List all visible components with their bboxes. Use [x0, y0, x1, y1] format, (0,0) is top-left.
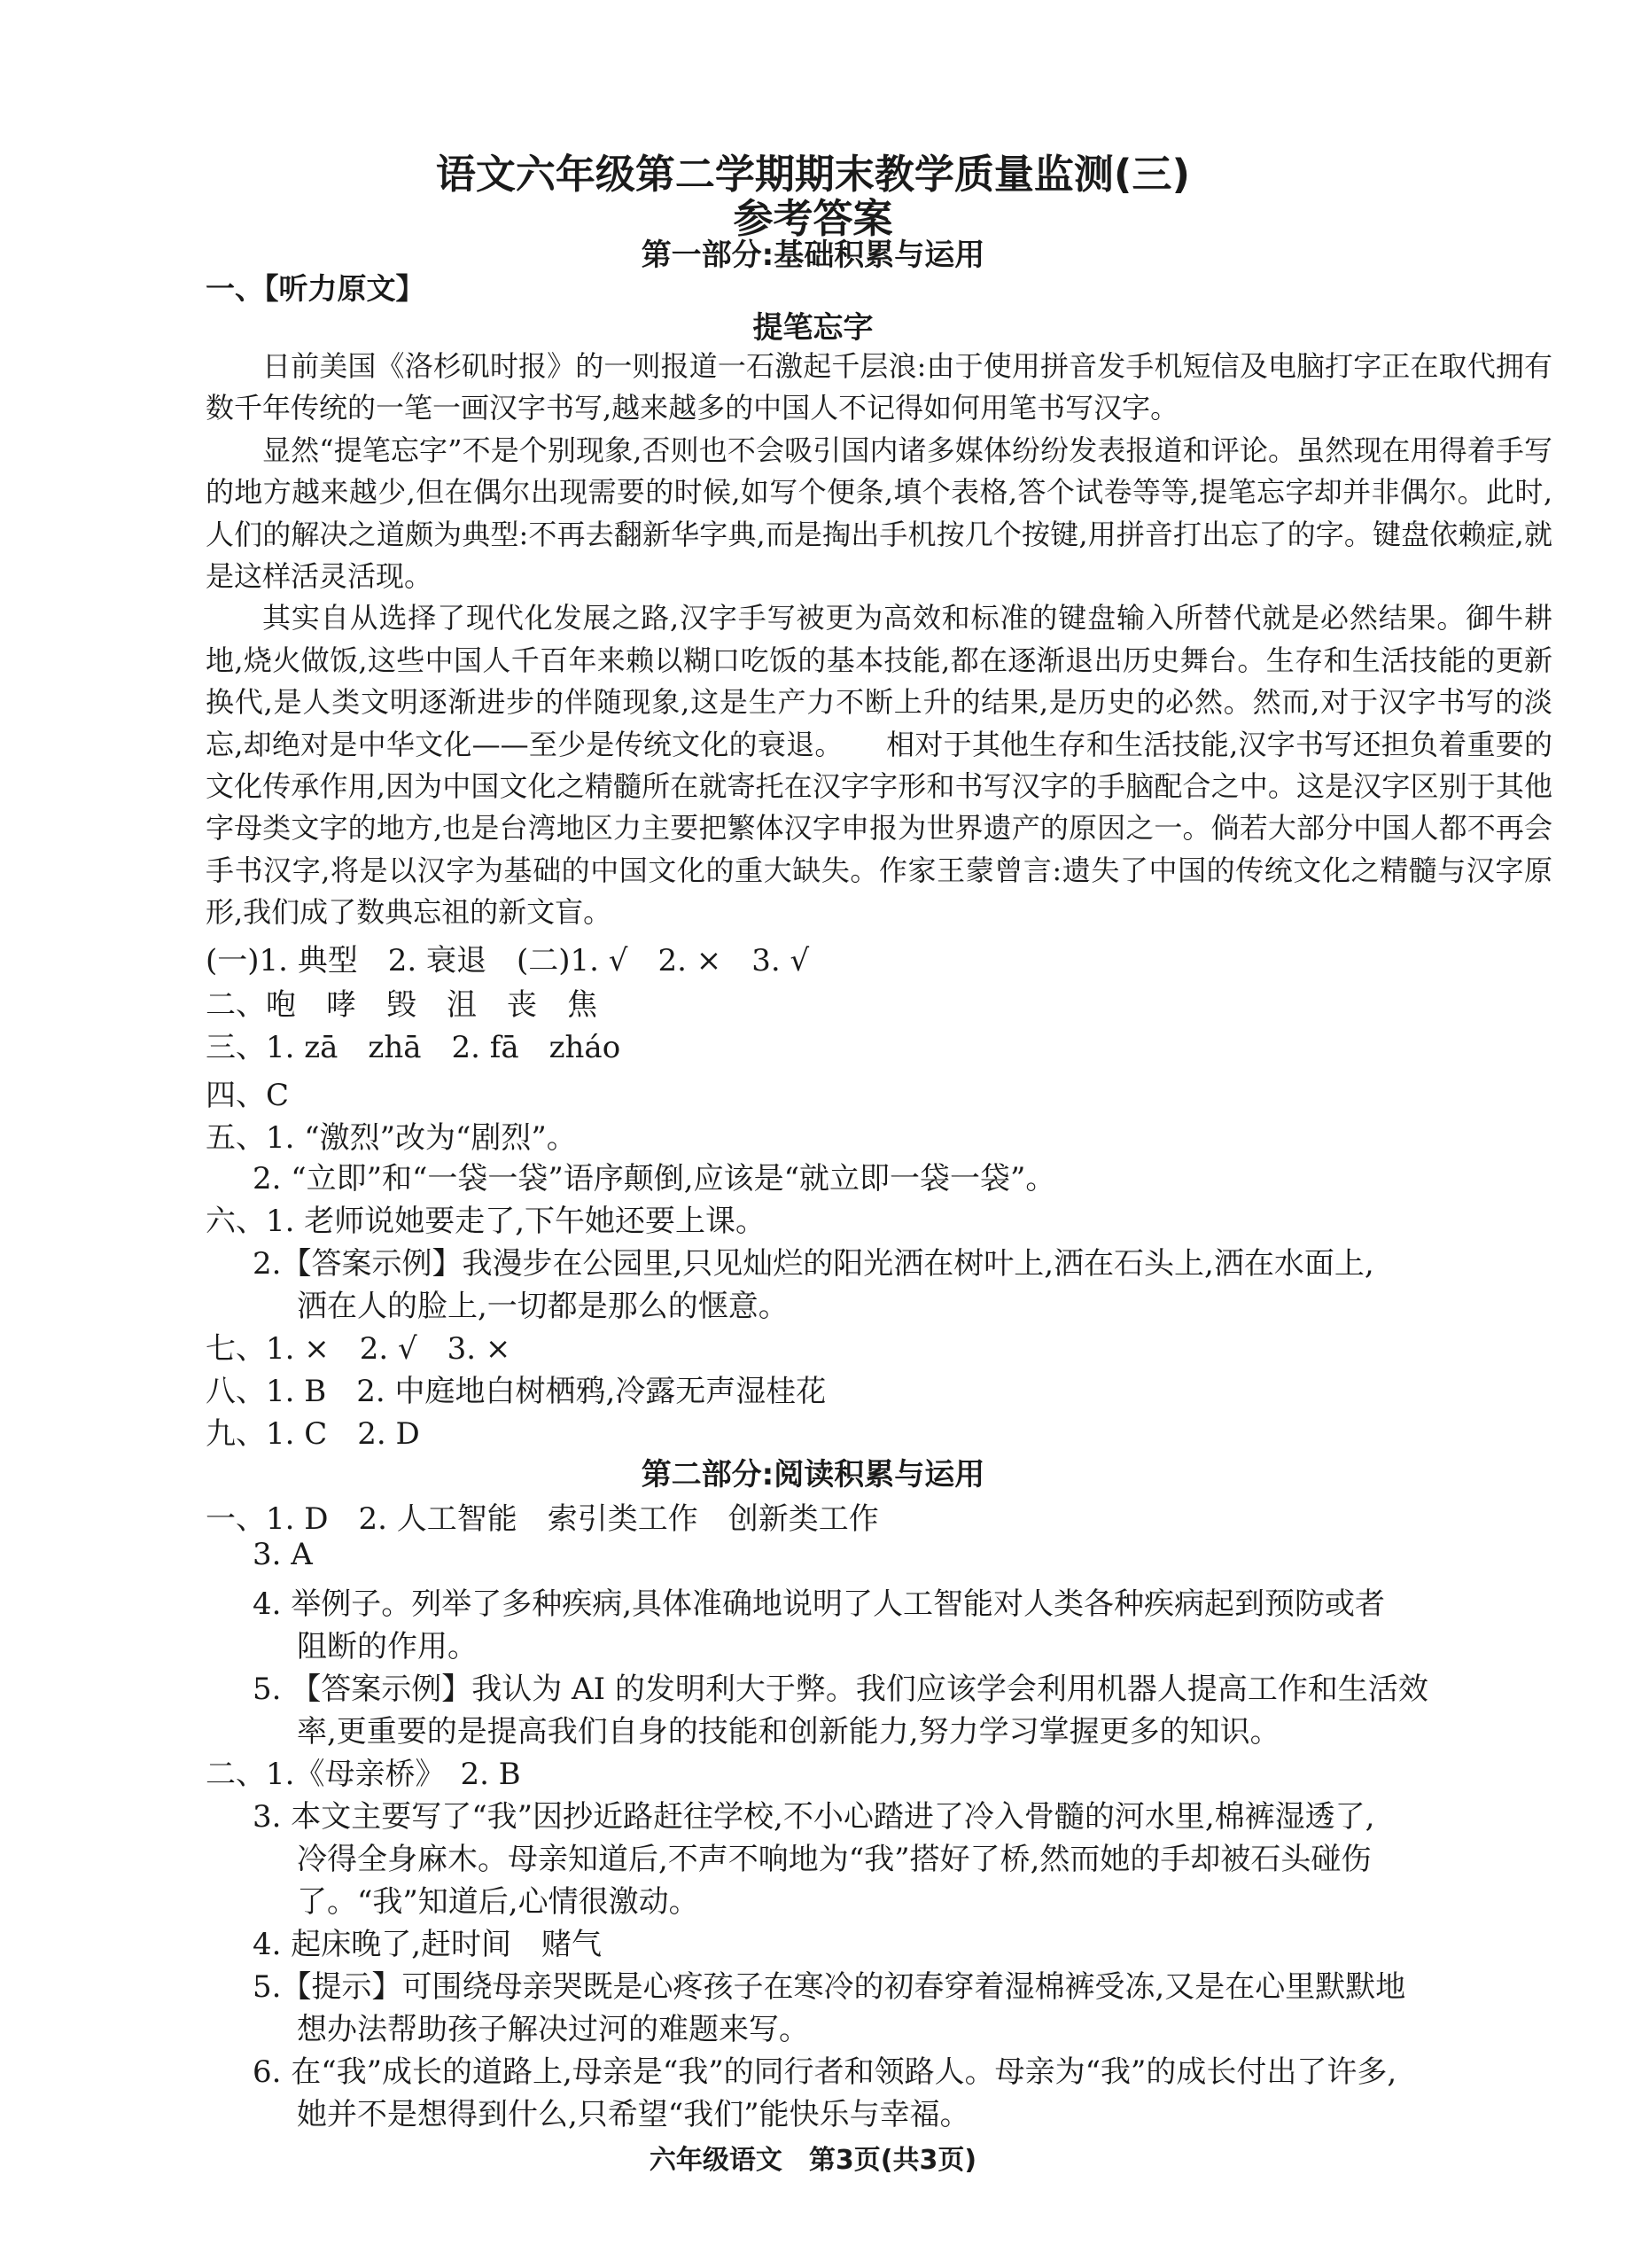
answer-line: 3. A	[253, 1537, 313, 1572]
answer-line: 她并不是想得到什么,只希望“我们”能快乐与幸福。	[297, 2097, 970, 2132]
answer-line: (一)1. 典型 2. 衰退 (二)1. √ 2. × 3. √	[206, 943, 810, 978]
answer-line: 阻断的作用。	[297, 1629, 478, 1664]
listening-label: 一、【听力原文】	[206, 271, 425, 306]
answer-line: 冷得全身麻木。母亲知道后,不声不响地为“我”搭好了桥,然而她的手却被石头碰伤	[297, 1842, 1372, 1877]
document-title: 语文六年级第二学期期末教学质量监测(三)	[435, 151, 1191, 198]
answer-line: 6. 在“我”成长的道路上,母亲是“我”的同行者和领路人。母亲为“我”的成长付出了许多,	[253, 2054, 1397, 2090]
answer-line: 5.【提示】可围绕母亲哭既是心疼孩子在寒冷的初春穿着湿棉裤受冻,又是在心里默默地	[253, 1969, 1406, 2005]
story-paragraph: 显然“提笔忘字”不是个别现象,否则也不会吸引国内诸多媒体纷纷发表报道和评论。虽然现在用得着手写的地方越来越少,但在偶尔出现需要的时候,如写个便条,填个表格,答个试卷等等,提笔忘字却并非偶尔。此时,人们的解决之道颇为典型:不再去翻新华字典,而是掏出手机按几个按键,用拼音打出忘了的字。键盘依赖症,就是这样活灵活现。	[206, 433, 1552, 594]
answer-line: 想办法帮助孩子解决过河的难题来写。	[297, 2012, 809, 2047]
answer-line: 九、1. C 2. D	[206, 1416, 420, 1452]
answer-line: 二、1.《母亲桥》 2. B	[206, 1757, 521, 1792]
answer-line: 六、1. 老师说她要走了,下午她还要上课。	[206, 1204, 766, 1239]
story-text	[206, 346, 1552, 934]
answer-line: 4. 举例子。列举了多种疾病,具体准确地说明了人工智能对人类各种疾病起到预防或者	[253, 1586, 1386, 1622]
answer-line: 了。“我”知道后,心情很激动。	[297, 1884, 699, 1920]
answer-line: 四、C	[206, 1078, 290, 1113]
story-paragraph: 其实自从选择了现代化发展之路,汉字手写被更为高效和标准的键盘输入所替代就是必然结果。御牛耕地,烧火做饭,这些中国人千百年来赖以糊口吃饭的基本技能,都在逐渐退出历史舞台。生存和生活技能的更新换代,是人类文明逐渐进步的伴随现象,这是生产力不断上升的结果,是历史的必然。然而,对于汉字书写的淡忘,却绝对是中华文化——至少是传统文化的衰退。 相对于其他生存和生活技能,汉字书写还担负着重要的文化传承作用,因为中国文化之精髓所在就寄托在汉字字形和书写汉字的手脑配合之中。这是汉字区别于其他字母类文字的地方,也是台湾地区力主要把繁体汉字申报为世界遗产的原因之一。倘若大部分中国人都不再会手书汉字,将是以汉字为基础的中国文化的重大缺失。作家王蒙曾言:遗失了中国的传统文化之精髓与汉字原形,我们成了数典忘祖的新文盲。	[206, 601, 1552, 930]
story-paragraph: 日前美国《洛杉矶时报》的一则报道一石激起千层浪:由于使用拼音发手机短信及电脑打字正在取代拥有数千年传统的一笔一画汉字书写,越来越多的中国人不记得如何用笔书写汉字。	[206, 349, 1552, 425]
answer-line: 3. 本文主要写了“我”因抄近路赶往学校,不小心踏进了冷入骨髓的河水里,棉裤湿透了,	[253, 1799, 1375, 1835]
answer-line: 八、1. B 2. 中庭地白树栖鸦,冷露无声湿桂花	[206, 1374, 827, 1409]
answer-line: 洒在人的脸上,一切都是那么的惬意。	[297, 1289, 789, 1324]
part2-heading: 第二部分:阅读积累与运用	[641, 1457, 985, 1493]
answer-line: 率,更重要的是提高我们自身的技能和创新能力,努力学习掌握更多的知识。	[297, 1714, 1280, 1750]
story-title: 提笔忘字	[752, 310, 874, 346]
answer-line: 七、1. × 2. √ 3. ×	[206, 1331, 511, 1367]
part1-heading: 第一部分:基础积累与运用	[641, 238, 985, 273]
answer-line: 5. 【答案示例】我认为 AI 的发明利大于弊。我们应该学会利用机器人提高工作和生活效	[253, 1672, 1428, 1707]
answer-line: 2.【答案示例】我漫步在公园里,只见灿烂的阳光洒在树叶上,洒在石头上,洒在水面上,	[253, 1246, 1374, 1282]
answer-line: 三、1. zā zhā 2. fā zháo	[206, 1030, 621, 1065]
answer-line: 五、1. “激烈”改为“剧烈”。	[206, 1120, 577, 1156]
document-subtitle: 参考答案	[733, 195, 893, 242]
answer-line: 2. “立即”和“一袋一袋”语序颠倒,应该是“就立即一袋一袋”。	[253, 1161, 1056, 1196]
answer-line: 二、咆 哮 毁 沮 丧 焦	[206, 987, 597, 1023]
page-footer: 六年级语文 第3页(共3页)	[649, 2145, 977, 2176]
answer-line: 4. 起床晚了,赶时间 赌气	[253, 1927, 603, 1962]
answer-line: 一、1. D 2. 人工智能 索引类工作 创新类工作	[206, 1501, 879, 1537]
